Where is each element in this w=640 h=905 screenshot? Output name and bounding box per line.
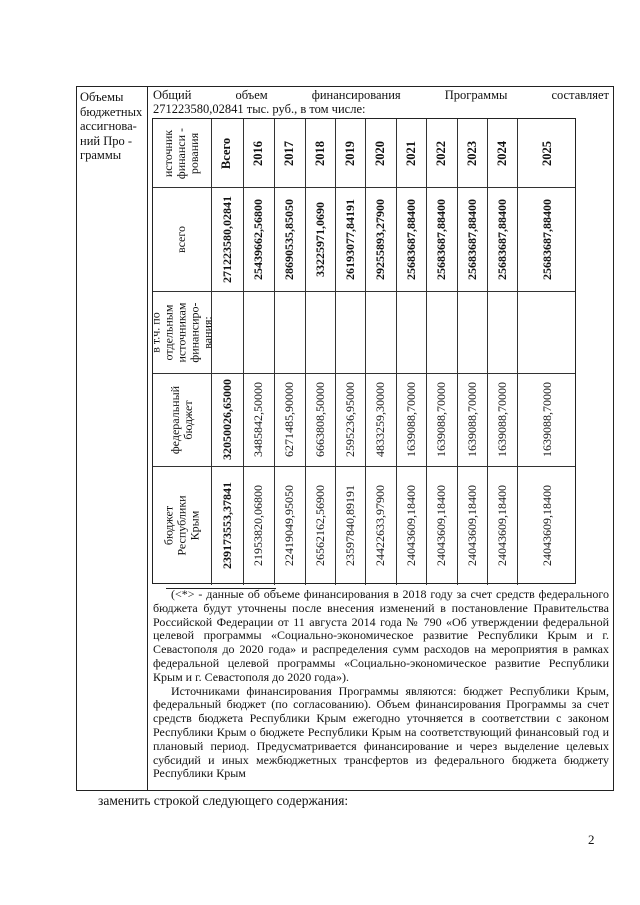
table-cell [426,187,457,291]
regional-value [252,485,265,566]
year-label [283,141,296,166]
total-value-line: 25683687,88400 [434,198,448,280]
table-cell [153,187,211,291]
federal-value-line: 1639088,70000 [434,382,448,457]
table-cell [396,466,426,585]
header-regional-line: Республики [174,495,189,556]
intro-word: составляет [551,88,609,102]
row-label-line: граммы [80,148,122,163]
page-number: 2 [588,832,595,847]
table-cell [305,119,335,187]
table-cell [365,187,396,291]
year-label-line: 2025 [539,140,554,166]
federal-value-line: 1639088,70000 [403,382,418,457]
row-label-budget-allocations [80,90,144,163]
regional-value [314,485,327,566]
header-including-line: вания: [200,315,215,349]
year-label-line: 2023 [464,140,479,166]
federal-value [252,382,265,457]
table-cell [426,373,457,466]
federal-value [541,382,554,457]
year-label-line: 2020 [373,140,387,166]
table-cell [335,119,365,187]
table-cell [517,119,577,187]
regional-value [374,485,387,566]
table-cell [211,291,243,373]
year-label [541,141,554,166]
table-cell [305,466,335,585]
intro-word: финансирования [311,88,401,102]
table-cell [365,291,396,373]
regional-value-line: 26562162,56900 [312,485,327,566]
federal-value-line: 6663808,50000 [312,382,327,457]
table-cell [335,291,365,373]
year-label [314,141,327,166]
total-value [344,199,357,280]
regional-value-line: 22419049,95050 [282,485,296,566]
total-value-line: 33225971,0690 [312,201,327,277]
federal-value [405,382,418,457]
intro-word: объем [235,88,268,102]
table-cell [457,187,487,291]
table-cell [457,119,487,187]
header-source [163,127,202,178]
federal-value-line: 4833259,30000 [373,382,387,457]
total-value-line: 25683687,88400 [494,198,509,280]
table-cell [457,291,487,373]
regional-value [466,485,479,566]
year-label-line: Всего [219,137,234,169]
header-source-line: рования [187,132,202,174]
total-value-line: 25683687,88400 [403,198,418,280]
total-value-line: 29255893,27900 [373,198,387,280]
financing-intro [153,88,609,116]
notes-section [153,588,609,781]
table-cell [211,119,243,187]
table-cell [517,466,577,585]
table-cell [335,466,365,585]
header-including-line: в т.ч. по [148,311,163,353]
year-label [466,141,479,166]
federal-value-line: 3485842,50000 [251,382,265,457]
regional-value [405,485,418,566]
year-label-line: 2016 [251,140,265,166]
federal-value [466,382,479,457]
sources-paragraph: Источниками финансирования Программы являются: бюджет Республики Крым, федеральный бюджет (по согласованию). Объем финансирования Программы за счет средств бюджета Республики Крым ежегодно уточняется в соответствии с законом Республики Крым о бюджете Республики Крым на соответствующий финансовый год и плановый период. Предусматривается финансирование и через выделение целевых субсидий и иных межбюджетных трансфертов из федерального бюджета бюджету Республики Крым [153,683,609,781]
header-including-line: источникам [174,302,189,362]
intro-word: Общий [153,88,192,102]
federal-value [314,382,327,457]
row-label-line: Объемы [80,90,124,104]
table-cell [396,291,426,373]
header-regional-line: бюджет [161,505,176,546]
table-cell [274,291,305,373]
total-value [466,199,479,280]
year-label [252,141,265,166]
year-label-line: 2021 [403,140,418,166]
table-cell [517,291,577,373]
table-cell [396,373,426,466]
federal-value [374,382,387,457]
total-value-line: 26193077,84191 [342,198,357,280]
table-cell [396,187,426,291]
header-federal-line: федеральный [168,385,182,454]
row-label-line: ний Про - [80,133,133,148]
year-label-line: 2018 [312,140,327,166]
federal-value [344,382,357,457]
total-value [435,199,448,280]
intro-total-line: 271223580,02841 тыс. руб., в том числе: [153,102,366,116]
table-cell [305,373,335,466]
federal-value-line: 1639088,70000 [464,382,479,457]
federal-value [283,382,296,457]
total-value [496,199,509,280]
column-divider [147,86,148,791]
table-cell [396,119,426,187]
header-total-line: всего [174,225,189,253]
header-federal-line: бюджет [181,399,195,440]
header-regional-line: Крым [187,510,202,541]
table-cell [335,373,365,466]
table-cell [457,466,487,585]
total-value-line: 25683687,88400 [464,198,479,280]
regional-value [435,485,448,566]
table-cell [487,466,517,585]
table-cell [487,187,517,291]
total-value [252,199,265,280]
year-label-line: 2022 [434,140,448,166]
total-value [283,199,296,280]
year-label [435,141,448,166]
table-cell [153,466,211,585]
table-cell [243,466,274,585]
table-cell [487,291,517,373]
table-cell [274,373,305,466]
row-label-line: ассигнова- [80,119,137,134]
year-label-line: 2019 [342,140,357,166]
regional-value [283,485,296,566]
regional-value [496,485,509,566]
header-regional [163,495,202,555]
total-value [374,199,387,280]
regional-value-line: 23597840,89191 [342,485,357,566]
footnote-text: (<*> - данные об объеме финансирования в 2018 году за счет средств федерального бюджета будут уточнены после внесения изменений в постановление Правительства Российской Федерации от 11 августа 2014 года № 790 «Об утверждении федеральной целевой программы «Социально-экономическое развитие Республики Крым и г. Севастополя до 2020 года» и распределения сумм расходов на мероприятия в рамках федеральной целевой программы «Социально-экономическое развитие Республики Крым и г. Севастополя до 2020 года»). [153,587,609,684]
header-federal [169,385,195,453]
regional-value-line: 24043609,18400 [434,485,448,566]
total-value [221,196,234,283]
table-cell [274,187,305,291]
table-cell [211,187,243,291]
table-cell [365,119,396,187]
table-cell [148,291,215,373]
year-label-line: 2017 [282,140,296,166]
year-label [374,141,387,166]
year-label [496,141,509,166]
table-cell [243,373,274,466]
table-cell [211,373,243,466]
regional-value [344,485,357,566]
financing-table [148,118,576,584]
federal-value-line: 1639088,70000 [539,382,554,457]
federal-value [496,382,509,457]
table-cell [365,373,396,466]
federal-value-line: 32050026,65000 [219,379,234,460]
total-value [405,199,418,280]
header-including-line: финансиро- [187,301,202,363]
total-value-line: 271223580,02841 [219,195,234,283]
year-label [344,141,357,166]
table-cell [274,119,305,187]
regional-value-line: 239173553,37841 [219,482,234,569]
regional-value-line: 24043609,18400 [539,485,554,566]
table-cell [517,187,577,291]
intro-word: Программы [444,88,508,102]
regional-value-line: 24043609,18400 [494,485,509,566]
table-cell [335,187,365,291]
total-value [314,202,327,277]
table-cell [243,187,274,291]
table-cell [365,466,396,585]
regional-value-line: 21953820,06800 [251,485,265,566]
table-cell [153,373,211,466]
header-source-line: финанси - [174,127,189,179]
federal-value-line: 2595236,95000 [342,382,357,457]
regional-value-line: 24043609,18400 [464,485,479,566]
table-cell [426,291,457,373]
table-cell [517,373,577,466]
total-value-line: 28690535,85050 [282,198,296,280]
table-cell [211,466,243,585]
header-total [176,225,189,252]
row-label-line: бюджетных [80,104,143,119]
total-value [541,199,554,280]
regional-value [221,482,234,569]
table-cell [243,291,274,373]
federal-value-line: 1639088,70000 [494,382,509,457]
table-cell [426,466,457,585]
year-label [405,141,418,166]
federal-value-line: 6271485,90000 [282,382,296,457]
header-including-line: отдельным [161,304,176,360]
year-label-line: 2024 [494,140,509,166]
total-value-line: 25439662,56800 [251,198,265,280]
table-cell [487,373,517,466]
table-cell [243,119,274,187]
table-cell [153,119,211,187]
regional-value [541,485,554,566]
federal-value [435,382,448,457]
header-source-line: источник [161,129,176,177]
table-cell [305,187,335,291]
header-including [150,302,215,362]
federal-value [221,379,234,460]
table-cell [487,119,517,187]
table-cell [426,119,457,187]
regional-value-line: 24043609,18400 [403,485,418,566]
replace-instruction: заменить строкой следующего содержания: [98,793,349,808]
table-cell [274,466,305,585]
year-label [220,137,233,168]
table-cell [457,373,487,466]
total-value-line: 25683687,88400 [539,198,554,280]
table-cell [305,291,335,373]
regional-value-line: 24422633,97900 [373,485,387,566]
